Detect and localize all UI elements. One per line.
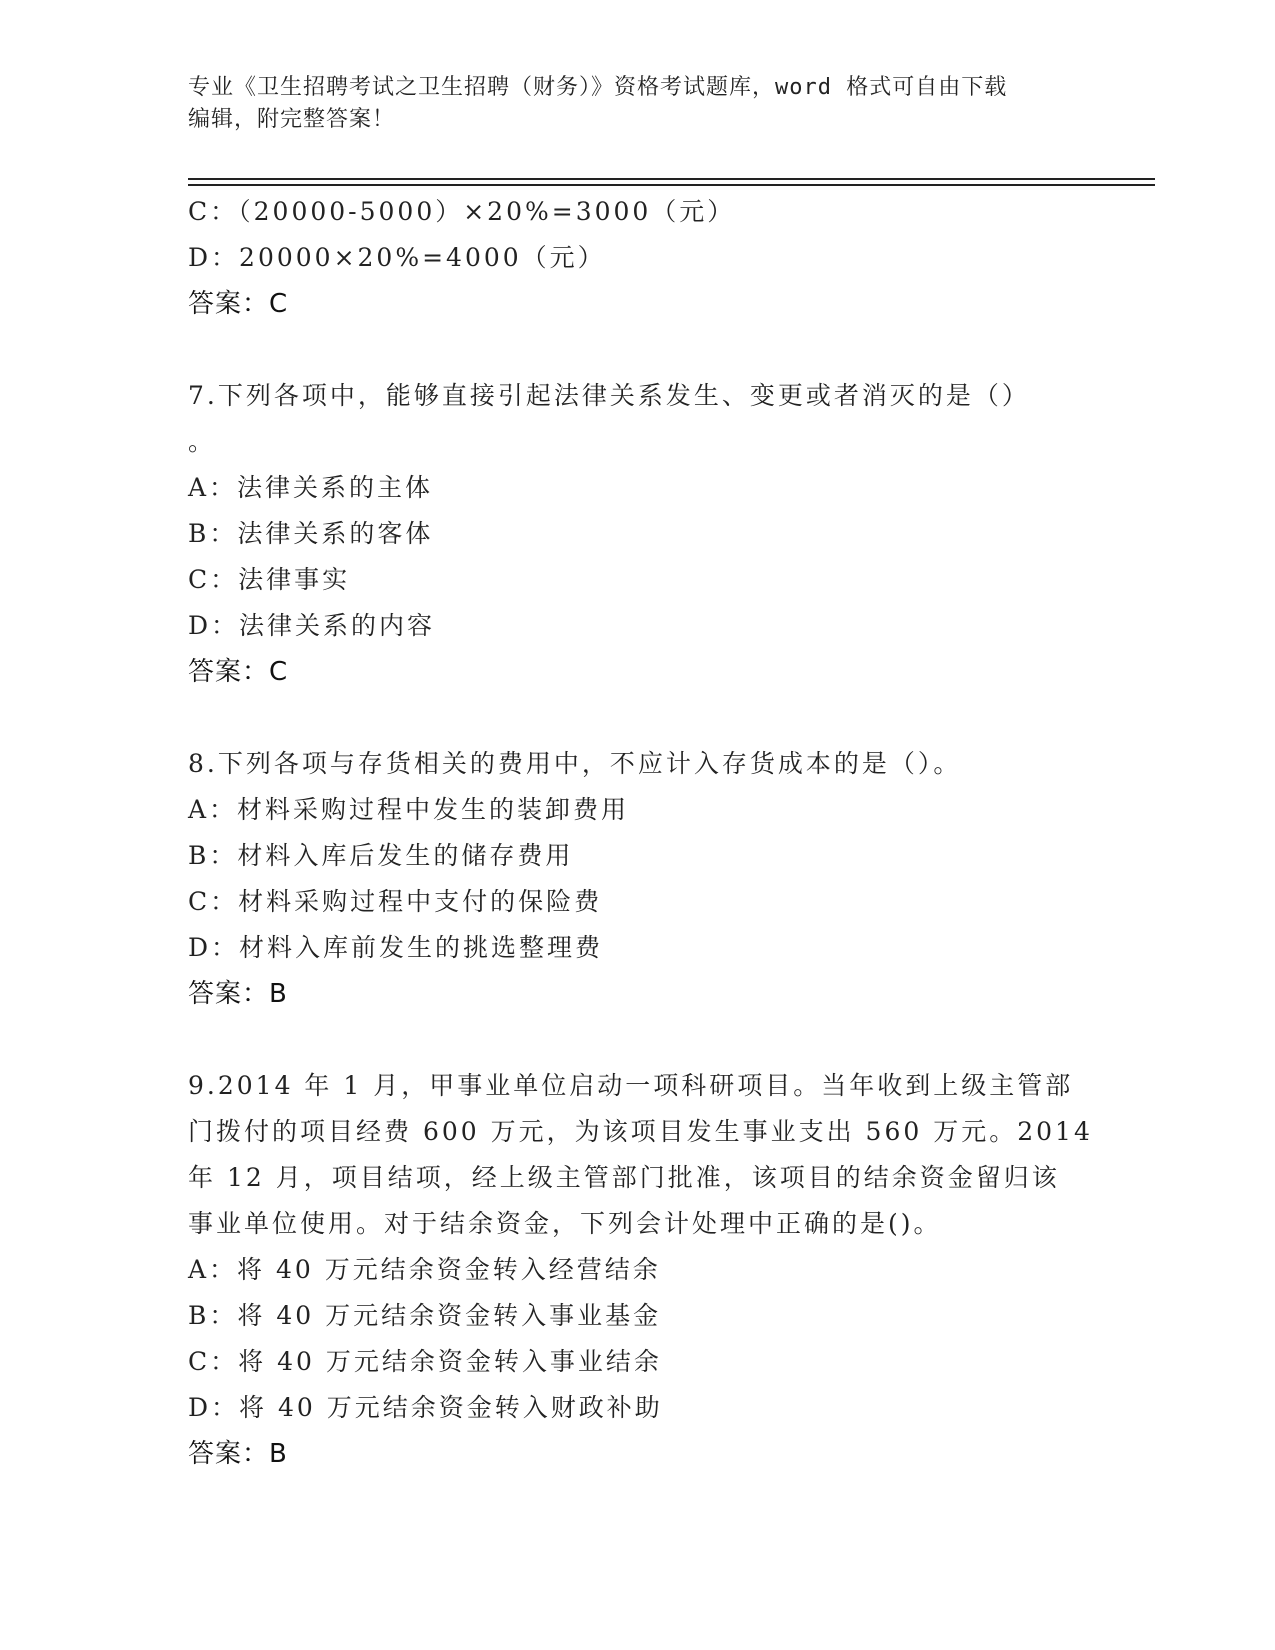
header-divider-top bbox=[188, 178, 1155, 180]
header-line-1: 专业《卫生招聘考试之卫生招聘（财务）》资格考试题库，word 格式可自由下载 bbox=[188, 75, 1008, 100]
option-d: D：将 40 万元结余资金转入财政补助 bbox=[188, 1393, 663, 1422]
option-c: C：材料采购过程中支付的保险费 bbox=[188, 887, 603, 916]
question-7 bbox=[188, 373, 1088, 695]
answer-line: 答案：C bbox=[188, 289, 289, 319]
option-c: C：法律事实 bbox=[188, 565, 351, 594]
option-a: A：材料采购过程中发生的装卸费用 bbox=[188, 795, 630, 824]
question-stem-line: 7.下列各项中，能够直接引起法律关系发生、变更或者消灭的是（） bbox=[188, 381, 1030, 410]
question-stem-line: 门拨付的项目经费 600 万元，为该项目发生事业支出 560 万元。2014 bbox=[188, 1117, 1093, 1146]
option-d: D：法律关系的内容 bbox=[188, 611, 436, 640]
question-stem-line: 。 bbox=[188, 427, 217, 456]
option-a: A：将 40 万元结余资金转入经营结余 bbox=[188, 1255, 661, 1284]
question-8 bbox=[188, 741, 1088, 1017]
header-line-2: 编辑，附完整答案！ bbox=[188, 107, 396, 132]
header-divider-bottom bbox=[188, 184, 1155, 186]
answer-line: 答案：B bbox=[188, 979, 288, 1009]
option-d: D：材料入库前发生的挑选整理费 bbox=[188, 933, 604, 962]
question-stem-line: 事业单位使用。对于结余资金，下列会计处理中正确的是()。 bbox=[188, 1209, 942, 1238]
question-stem-line: 8.下列各项与存货相关的费用中，不应计入存货成本的是（）。 bbox=[188, 749, 962, 778]
document-header bbox=[188, 72, 1068, 136]
question-9 bbox=[188, 1063, 1093, 1477]
option-b: B：将 40 万元结余资金转入事业基金 bbox=[188, 1301, 662, 1330]
option-c: C：将 40 万元结余资金转入事业结余 bbox=[188, 1347, 662, 1376]
answer-line: 答案：B bbox=[188, 1439, 288, 1469]
option-d: D：20000×20%=4000（元） bbox=[188, 243, 606, 272]
question-stem-line: 年 12 月，项目结项，经上级主管部门批准，该项目的结余资金留归该 bbox=[188, 1163, 1060, 1192]
option-b: B：材料入库后发生的储存费用 bbox=[188, 841, 574, 870]
question-list bbox=[188, 189, 1093, 1477]
question-stem-line: 9.2014 年 1 月，甲事业单位启动一项科研项目。当年收到上级主管部 bbox=[188, 1071, 1074, 1100]
answer-line: 答案：C bbox=[188, 657, 289, 687]
option-b: B：法律关系的客体 bbox=[188, 519, 434, 548]
option-c: C：（20000-5000）×20%=3000（元） bbox=[188, 197, 736, 226]
option-a: A：法律关系的主体 bbox=[188, 473, 434, 502]
previous-question-tail bbox=[188, 189, 1088, 327]
